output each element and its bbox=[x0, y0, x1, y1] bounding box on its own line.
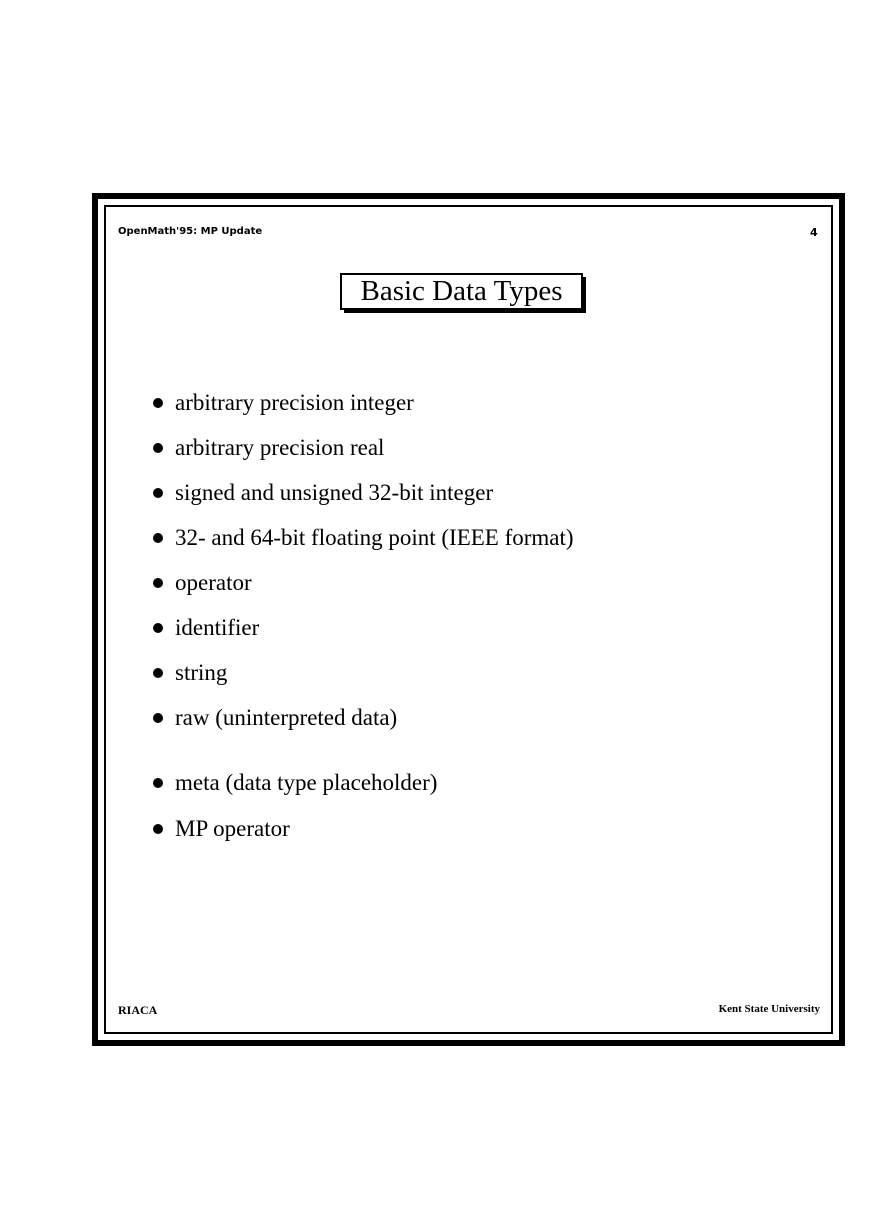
list-item-text: signed and unsigned 32-bit integer bbox=[175, 480, 494, 505]
list-item-text: raw (uninterpreted data) bbox=[175, 705, 398, 730]
list-item-text: identifier bbox=[175, 615, 260, 640]
footer-university: Kent State University bbox=[718, 1003, 820, 1015]
bullet-icon bbox=[153, 623, 163, 633]
slide-title-text: Basic Data Types bbox=[360, 275, 563, 307]
bullet-icon bbox=[153, 668, 163, 678]
list-item-text: string bbox=[175, 660, 228, 685]
list-item-text: meta (data type placeholder) bbox=[175, 770, 438, 795]
list-item bbox=[152, 704, 397, 732]
title-box-shadow-bottom bbox=[344, 310, 586, 313]
list-item bbox=[152, 524, 574, 552]
list-item-text: arbitrary precision real bbox=[175, 435, 385, 460]
bullet-icon bbox=[153, 824, 163, 834]
bullet-icon bbox=[153, 713, 163, 723]
bullet-icon bbox=[153, 488, 163, 498]
bullet-icon bbox=[153, 398, 163, 408]
bullet-icon bbox=[153, 578, 163, 588]
page-number: 4 bbox=[810, 226, 818, 239]
list-item bbox=[152, 434, 384, 462]
slide-title bbox=[340, 273, 583, 310]
list-item-text: MP operator bbox=[175, 816, 290, 841]
list-item-text: operator bbox=[175, 570, 252, 595]
list-item bbox=[152, 815, 290, 843]
header-title: OpenMath'95: MP Update bbox=[118, 226, 263, 237]
list-item bbox=[152, 479, 493, 507]
footer-organization: RIACA bbox=[118, 1003, 158, 1017]
list-item-text: 32- and 64-bit floating point (IEEE format) bbox=[175, 525, 574, 550]
list-item bbox=[152, 569, 252, 597]
bullet-icon bbox=[153, 443, 163, 453]
list-item bbox=[152, 389, 414, 417]
list-item bbox=[152, 769, 437, 797]
list-item-text: arbitrary precision integer bbox=[175, 390, 414, 415]
list-item bbox=[152, 659, 227, 687]
title-box-shadow-right bbox=[583, 277, 586, 313]
bullet-icon bbox=[153, 533, 163, 543]
bullet-icon bbox=[153, 778, 163, 788]
list-item bbox=[152, 614, 259, 642]
